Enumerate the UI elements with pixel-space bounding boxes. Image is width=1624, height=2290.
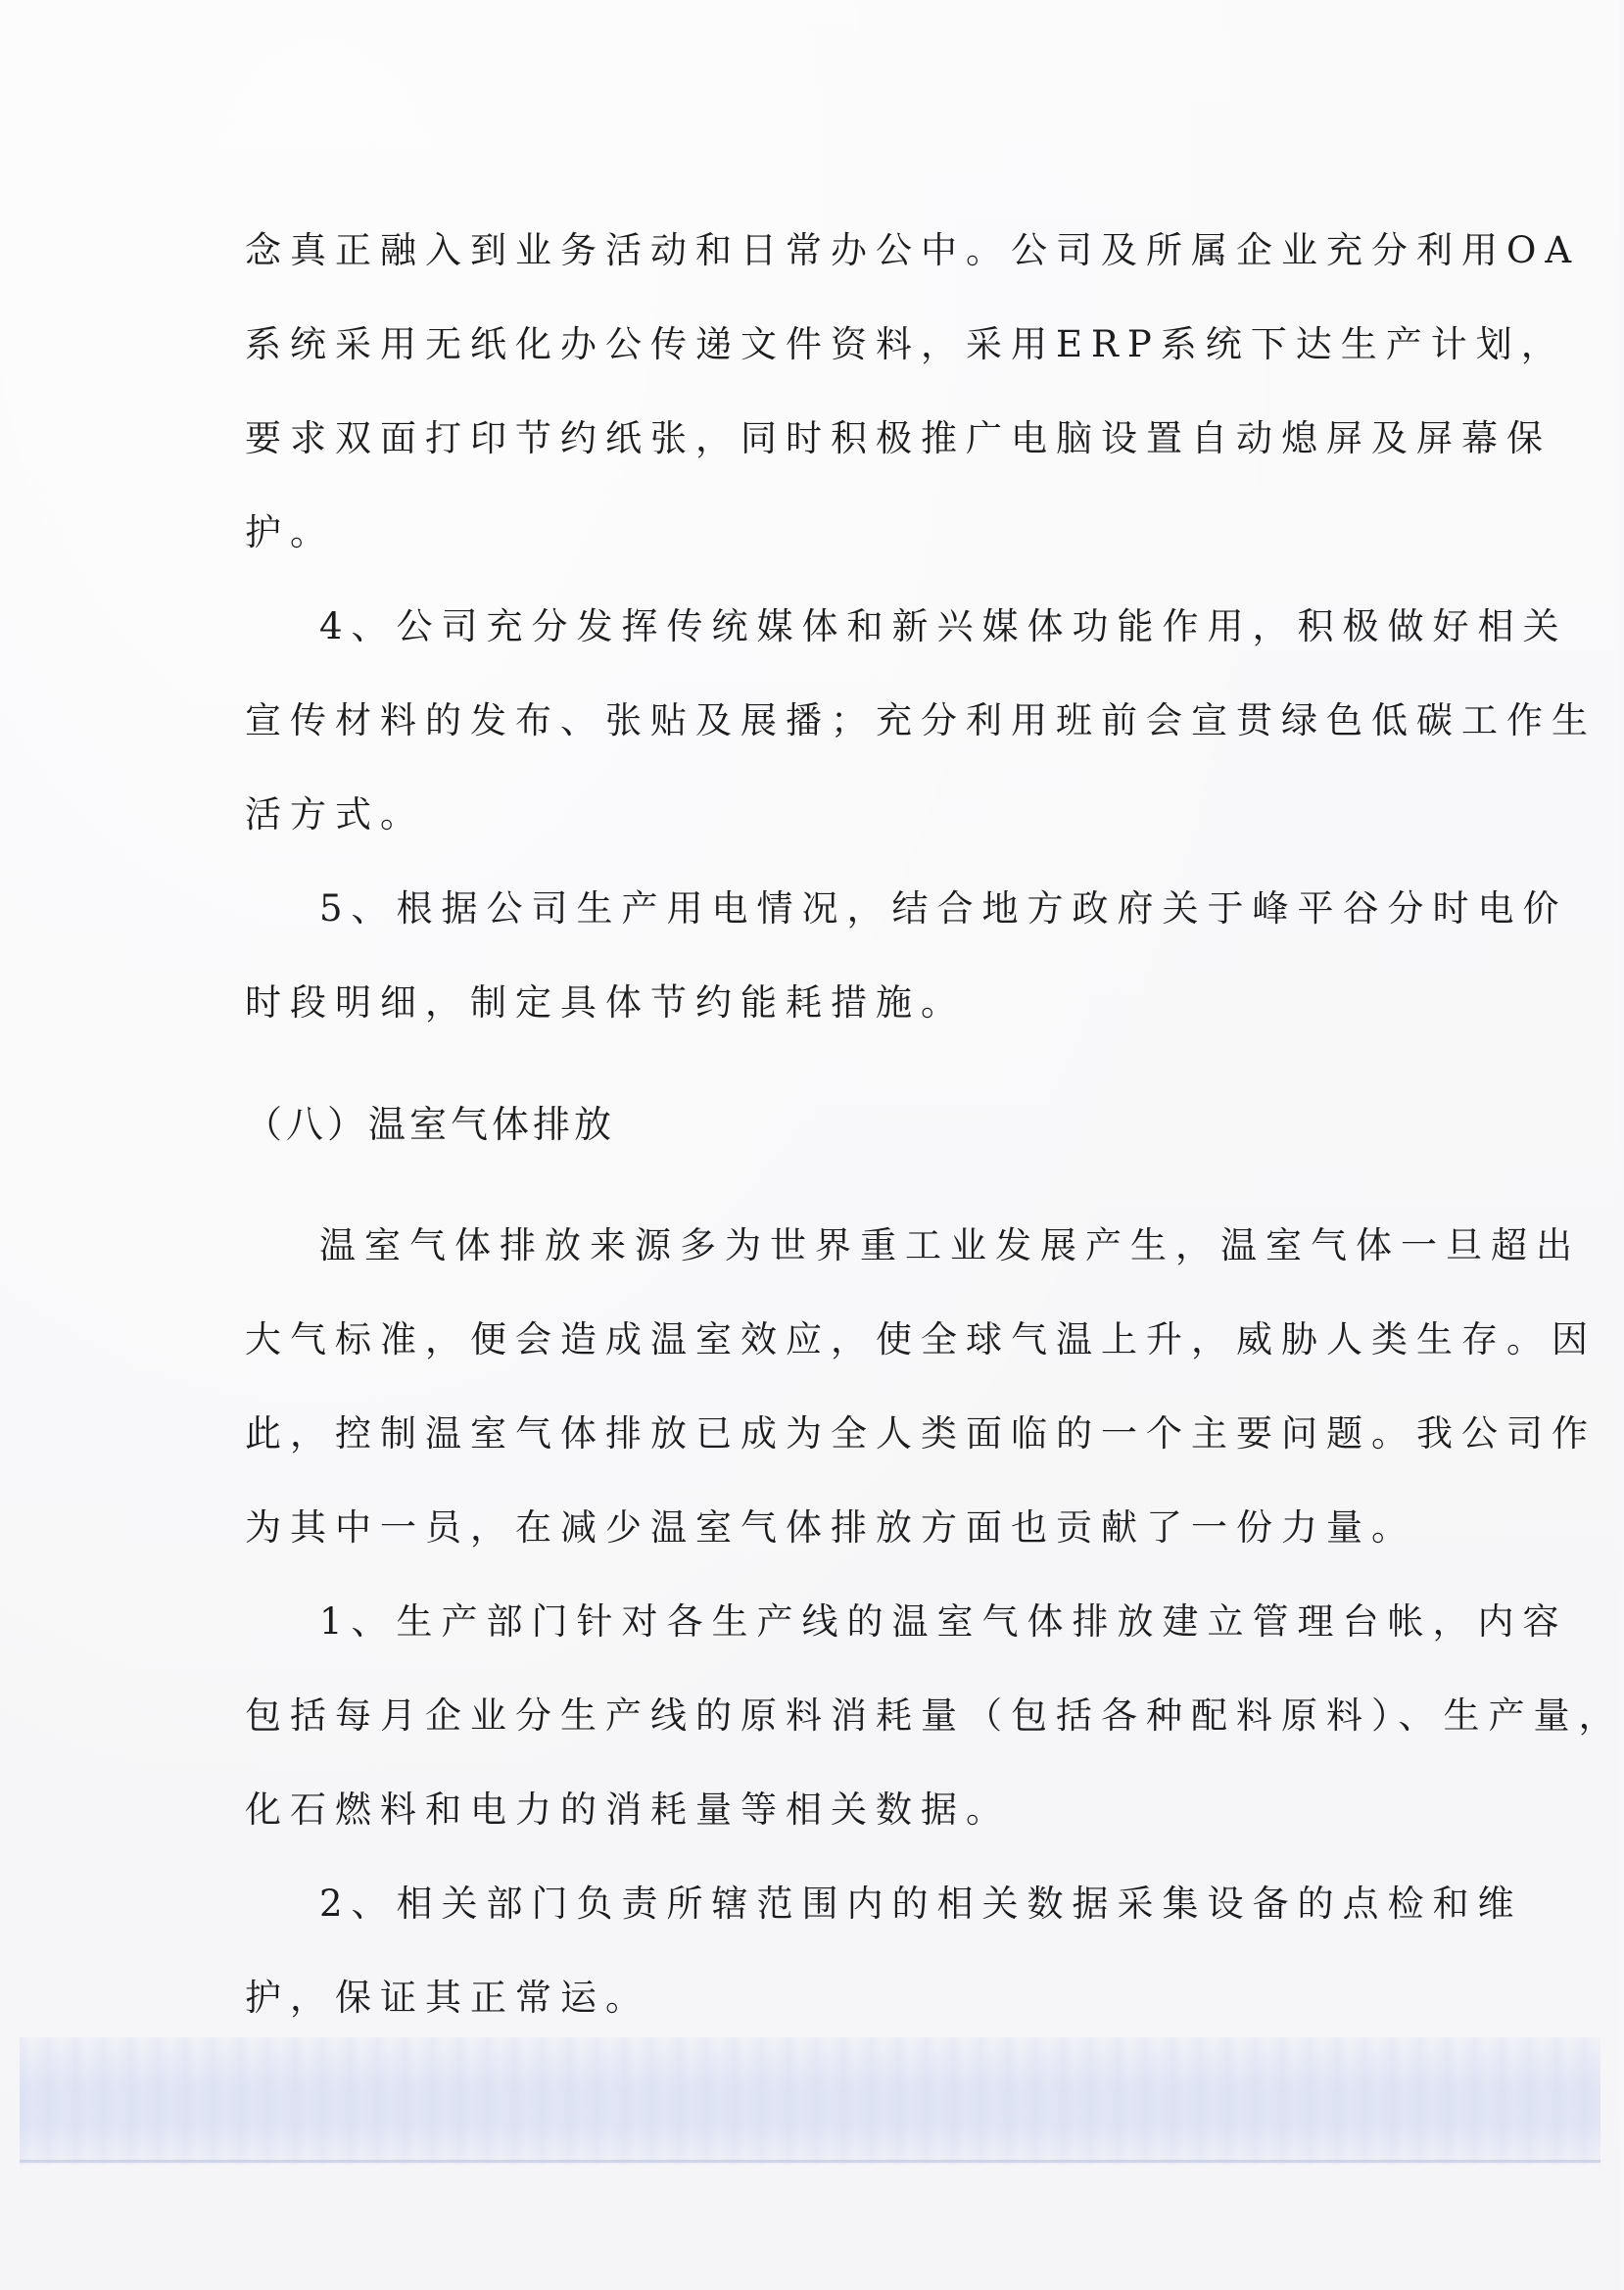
text-line: 系统采用无纸化办公传递文件资料，采用ERP系统下达生产计划，: [245, 323, 1566, 365]
paragraph-item-5: [245, 862, 1568, 1050]
text-line: 大气标准，便会造成温室效应，使全球气温上升，威胁人类生存。因: [245, 1318, 1597, 1360]
text-line: 此，控制温室气体排放已成为全人类面临的一个主要问题。我公司作: [245, 1412, 1597, 1455]
paragraph-ghg-item-1: [245, 1575, 1624, 1857]
text-line: 2、相关部门负责所辖范围内的相关数据采集设备的点检和维: [319, 1883, 1523, 1925]
text-line: 活方式。: [245, 793, 425, 835]
paragraph-item-4: [245, 580, 1597, 862]
text-line: 要求双面打印节约纸张，同时积极推广电脑设置自动熄屏及屏幕保: [245, 417, 1552, 459]
text-line: 4、公司充分发挥传统媒体和新兴媒体功能作用，积极做好相关: [319, 605, 1568, 647]
text-line: 1、生产部门针对各生产线的温室气体排放建立管理台帐，内容: [319, 1600, 1568, 1643]
text-line: 护，保证其正常运。: [245, 1977, 650, 2019]
text-line: 温室气体排放来源多为世界重工业发展产生，温室气体一旦超出: [319, 1224, 1581, 1266]
text-line: 宣传材料的发布、张贴及展播；充分利用班前会宣贯绿色低碳工作生: [245, 699, 1597, 741]
text-line: 念真正融入到业务活动和日常办公中。公司及所属企业充分利用OA: [245, 229, 1581, 271]
text-line: 化石燃料和电力的消耗量等相关数据。: [245, 1789, 1011, 1831]
text-line: 时段明细，制定具体节约能耗措施。: [245, 981, 966, 1024]
section-heading: （八）温室气体排放: [245, 1103, 616, 1146]
paragraph-office-practices: [245, 204, 1581, 580]
text-line: 为其中一员，在减少温室气体排放方面也贡献了一份力量。: [245, 1506, 1416, 1549]
text-line: 5、根据公司生产用电情况，结合地方政府关于峰平谷分时电价: [319, 887, 1568, 930]
paragraph-ghg-item-2: [245, 1857, 1523, 2045]
text-line: 包括每月企业分生产线的原料消耗量（包括各种配料原料）、生产量，: [245, 1694, 1624, 1737]
scan-artifact-line: [20, 2160, 1600, 2163]
paragraph-ghg-intro: [245, 1199, 1597, 1575]
document-body: [245, 204, 1624, 2045]
text-line: 护。: [245, 511, 335, 553]
scan-artifact-band: [20, 2037, 1600, 2165]
